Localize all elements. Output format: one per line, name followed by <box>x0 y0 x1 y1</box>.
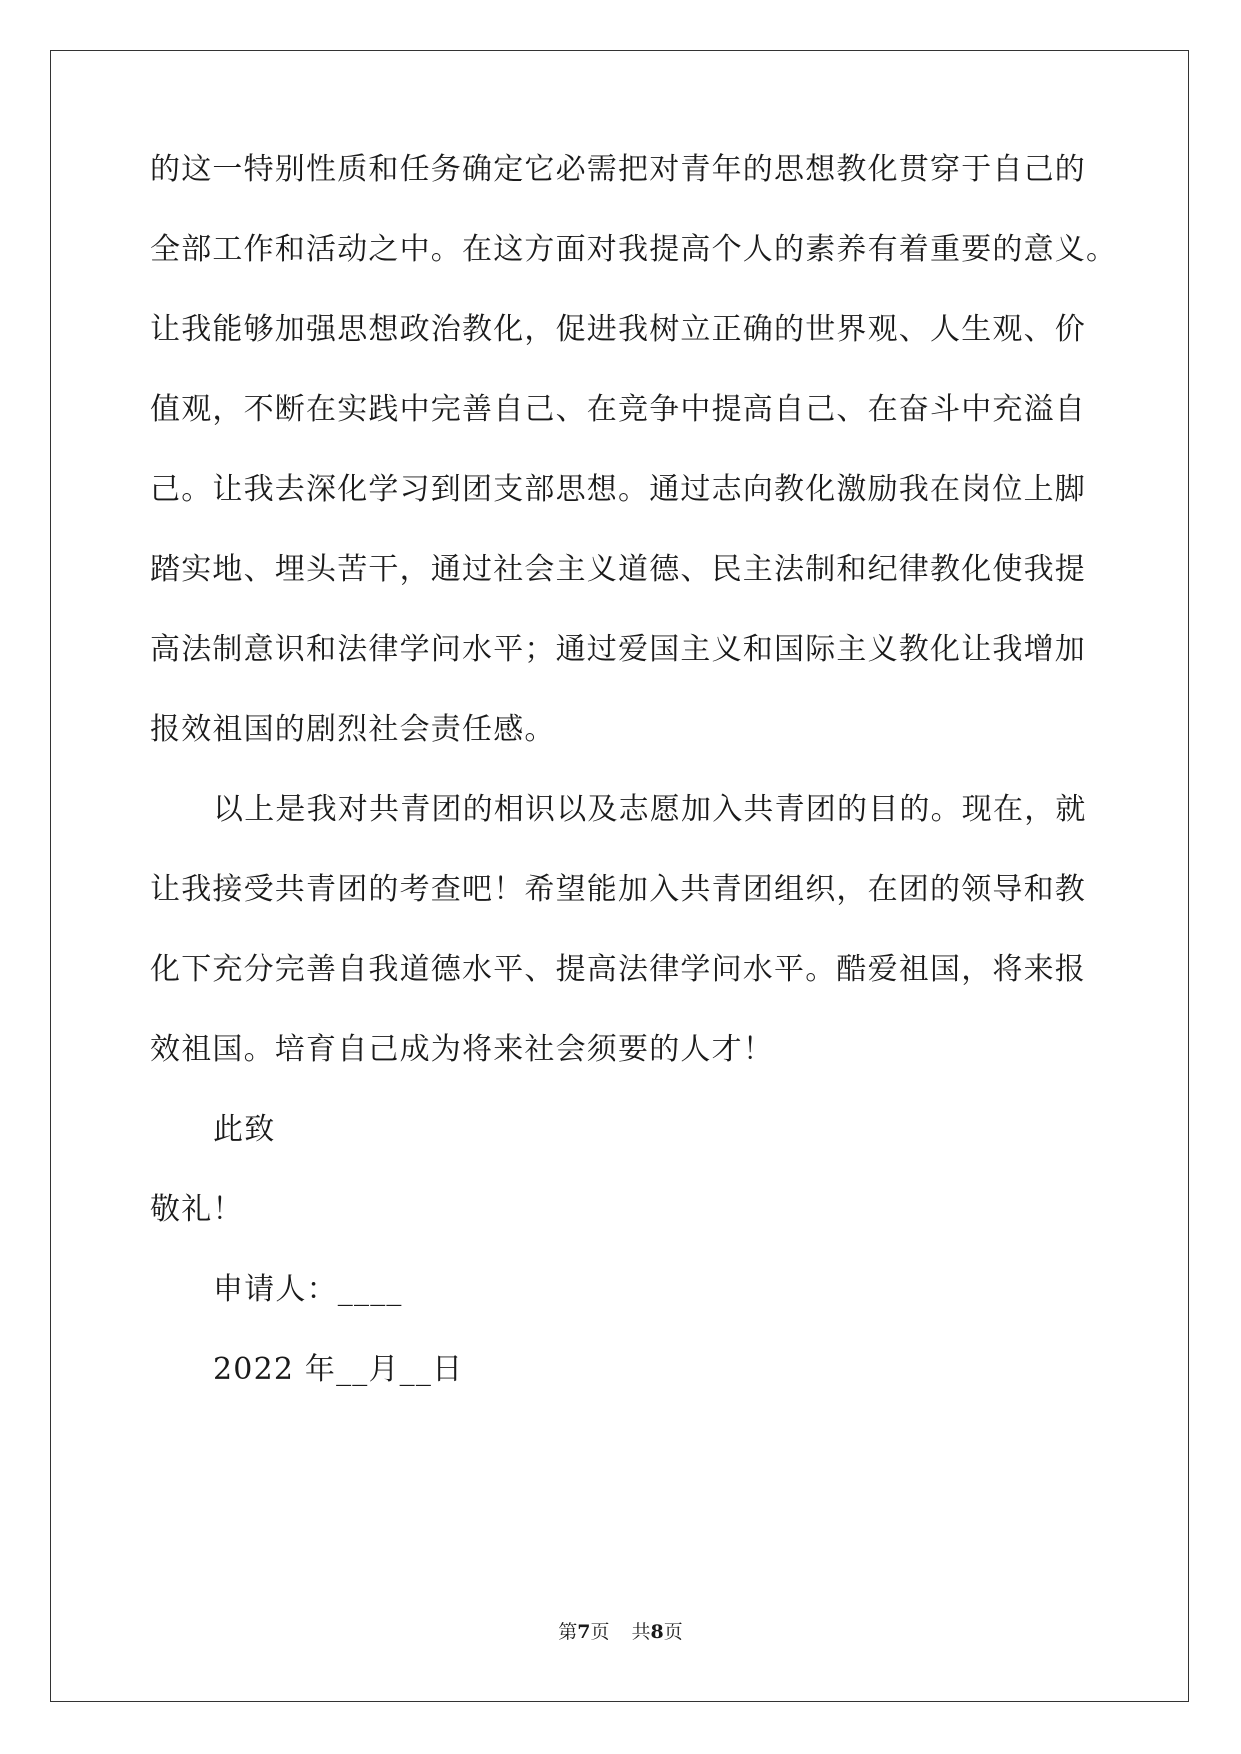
body-line-10: 让我接受共青团的考查吧！希望能加入共青团组织，在团的领导和教 <box>150 872 1086 907</box>
footer-page-suffix: 页 <box>590 1621 610 1643</box>
date-line: 2022 年__月__日 <box>213 1352 464 1387</box>
body-line-1: 的这一特别性质和任务确定它必需把对青年的思想教化贯穿于自己的 <box>150 152 1086 187</box>
footer-total-suffix: 页 <box>663 1621 683 1643</box>
page-footer <box>0 1620 1241 1644</box>
footer-page-number: 7 <box>577 1621 591 1643</box>
body-line-9: 以上是我对共青团的相识以及志愿加入共青团的目的。现在，就 <box>213 792 1087 827</box>
closing-regards: 敬礼！ <box>150 1192 244 1227</box>
body-line-8: 报效祖国的剧烈社会责任感。 <box>150 712 556 747</box>
body-line-2: 全部工作和活动之中。在这方面对我提高个人的素养有着重要的意义。 <box>150 232 1118 267</box>
footer-total-prefix: 共 <box>631 1621 651 1643</box>
closing-salutation: 此致 <box>213 1112 276 1147</box>
body-line-5: 己。让我去深化学习到团支部思想。通过志向教化激励我在岗位上脚 <box>150 472 1086 507</box>
applicant-line: 申请人：____ <box>213 1272 403 1307</box>
body-line-7: 高法制意识和法律学问水平；通过爱国主义和国际主义教化让我增加 <box>150 632 1086 667</box>
footer-total-pages: 8 <box>650 1621 664 1643</box>
body-line-6: 踏实地、埋头苦干，通过社会主义道德、民主法制和纪律教化使我提 <box>150 552 1086 587</box>
body-line-11: 化下充分完善自我道德水平、提高法律学问水平。酷爱祖国，将来报 <box>150 952 1086 987</box>
body-line-3: 让我能够加强思想政治教化，促进我树立正确的世界观、人生观、价 <box>150 312 1086 347</box>
footer-prefix: 第 <box>558 1621 578 1643</box>
body-line-4: 值观，不断在实践中完善自己、在竞争中提高自己、在奋斗中充溢自 <box>150 392 1086 427</box>
body-line-12: 效祖国。培育自己成为将来社会须要的人才！ <box>150 1032 774 1067</box>
